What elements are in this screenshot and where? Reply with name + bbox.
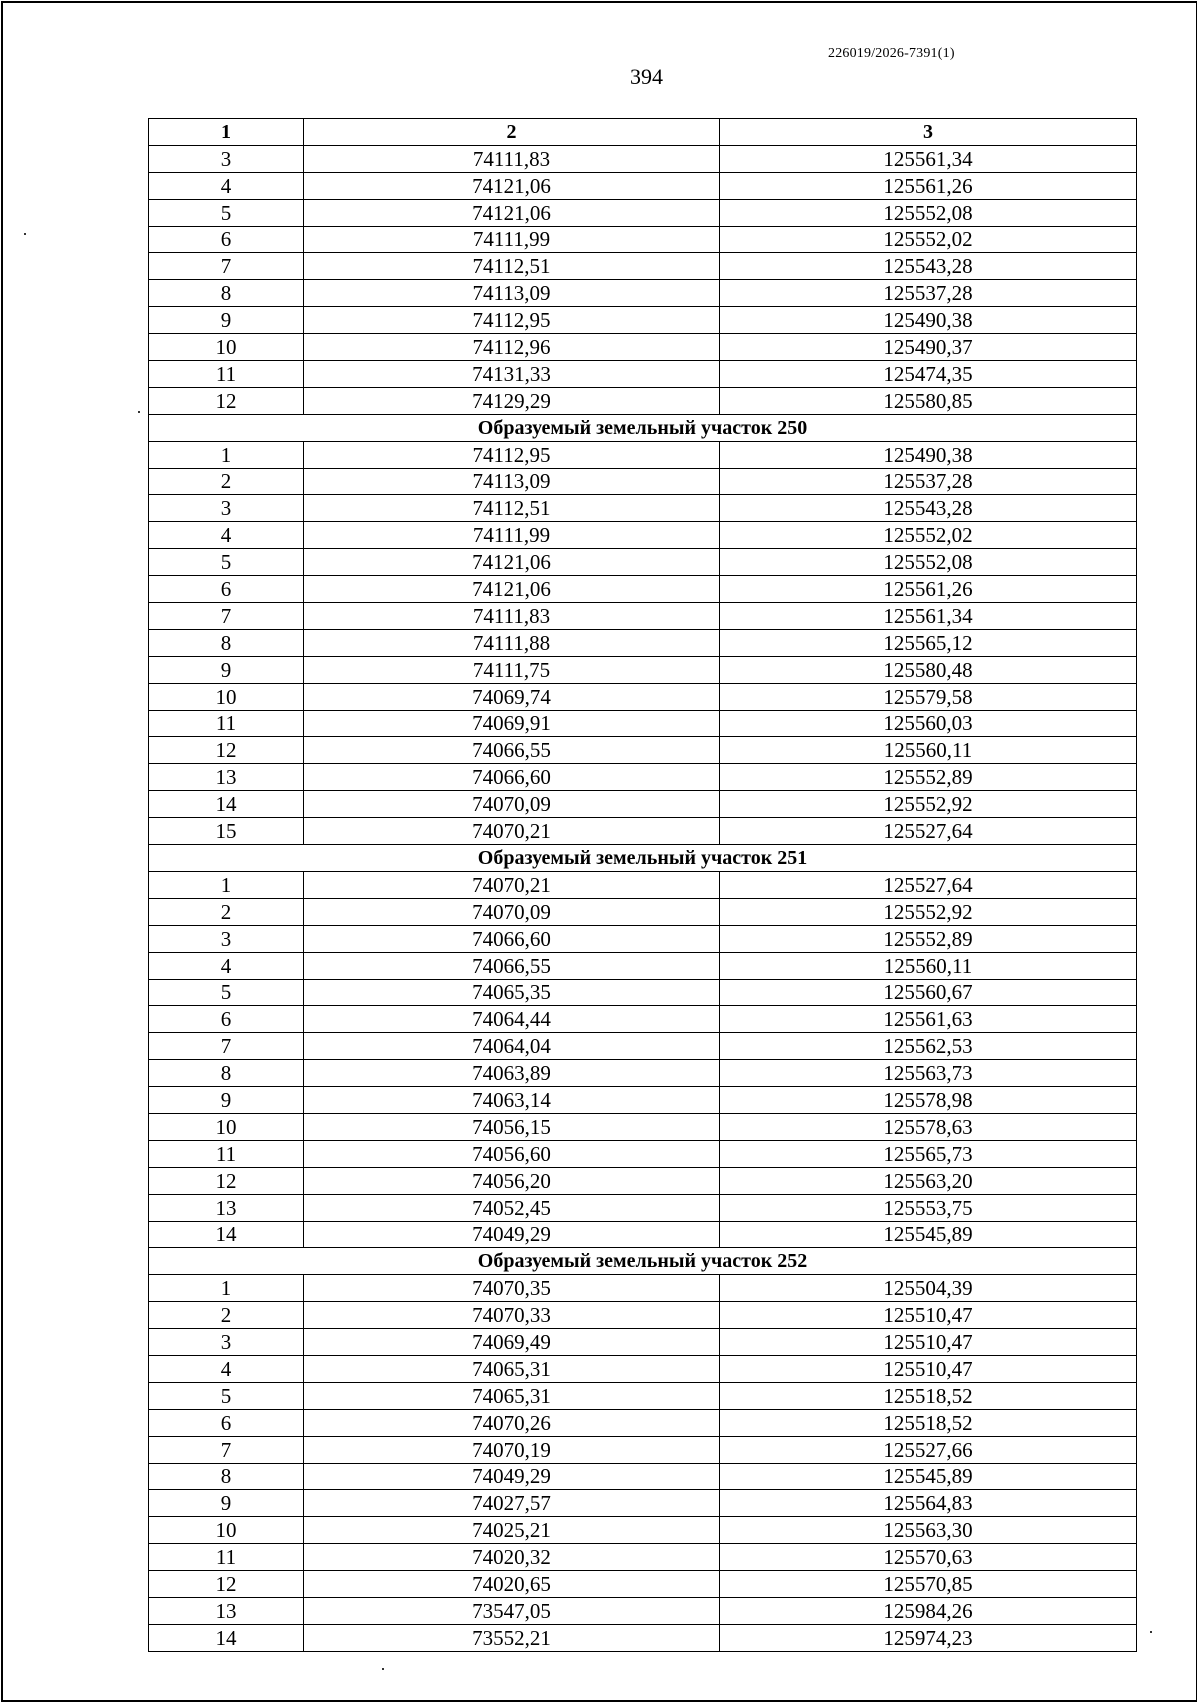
x-coordinate-cell: 74063,89 <box>304 1060 720 1087</box>
y-coordinate-cell: 125565,73 <box>720 1140 1137 1167</box>
x-coordinate-cell: 74020,32 <box>304 1544 720 1571</box>
y-coordinate-cell: 125518,52 <box>720 1409 1137 1436</box>
table-row <box>149 979 1137 1006</box>
table-row <box>149 1436 1137 1463</box>
y-coordinate-cell: 125570,85 <box>720 1571 1137 1598</box>
x-coordinate-cell: 73547,05 <box>304 1597 720 1624</box>
x-coordinate-cell: 74052,45 <box>304 1194 720 1221</box>
section-header-row <box>149 1248 1137 1275</box>
y-coordinate-cell: 125543,28 <box>720 495 1137 522</box>
x-coordinate-cell: 74070,35 <box>304 1275 720 1302</box>
y-coordinate-cell: 125580,48 <box>720 656 1137 683</box>
point-number-cell: 1 <box>149 1275 304 1302</box>
section-title: Образуемый земельный участок 251 <box>149 845 1137 872</box>
x-coordinate-cell: 74065,31 <box>304 1355 720 1382</box>
point-number-cell: 7 <box>149 1033 304 1060</box>
point-number-cell: 8 <box>149 629 304 656</box>
y-coordinate-cell: 125564,83 <box>720 1490 1137 1517</box>
table-row <box>149 1060 1137 1087</box>
point-number-cell: 14 <box>149 1221 304 1248</box>
y-coordinate-cell: 125504,39 <box>720 1275 1137 1302</box>
point-number-cell: 12 <box>149 737 304 764</box>
point-number-cell: 13 <box>149 1194 304 1221</box>
x-coordinate-cell: 74066,55 <box>304 952 720 979</box>
x-coordinate-cell: 74112,51 <box>304 253 720 280</box>
table-row <box>149 603 1137 630</box>
x-coordinate-cell: 74070,09 <box>304 791 720 818</box>
x-coordinate-cell: 74070,26 <box>304 1409 720 1436</box>
y-coordinate-cell: 125563,73 <box>720 1060 1137 1087</box>
y-coordinate-cell: 125563,20 <box>720 1167 1137 1194</box>
table-row <box>149 1194 1137 1221</box>
y-coordinate-cell: 125561,26 <box>720 576 1137 603</box>
table-body <box>149 145 1137 1651</box>
y-coordinate-cell: 125561,26 <box>720 172 1137 199</box>
x-coordinate-cell: 74111,83 <box>304 603 720 630</box>
y-coordinate-cell: 125565,12 <box>720 629 1137 656</box>
y-coordinate-cell: 125560,11 <box>720 737 1137 764</box>
table-row <box>149 1624 1137 1651</box>
x-coordinate-cell: 74025,21 <box>304 1517 720 1544</box>
point-number-cell: 2 <box>149 468 304 495</box>
table-row <box>149 1087 1137 1114</box>
y-coordinate-cell: 125553,75 <box>720 1194 1137 1221</box>
point-number-cell: 2 <box>149 898 304 925</box>
document-number: 226019/2026-7391(1) <box>828 46 955 61</box>
x-coordinate-cell: 74070,21 <box>304 871 720 898</box>
y-coordinate-cell: 125552,92 <box>720 898 1137 925</box>
point-number-cell: 9 <box>149 307 304 334</box>
point-number-cell: 4 <box>149 522 304 549</box>
point-number-cell: 2 <box>149 1302 304 1329</box>
point-number-cell: 7 <box>149 253 304 280</box>
table-row <box>149 549 1137 576</box>
point-number-cell: 13 <box>149 1597 304 1624</box>
point-number-cell: 11 <box>149 1544 304 1571</box>
point-number-cell: 5 <box>149 979 304 1006</box>
y-coordinate-cell: 125579,58 <box>720 683 1137 710</box>
table-row <box>149 1006 1137 1033</box>
y-coordinate-cell: 125545,89 <box>720 1221 1137 1248</box>
column-header-y: 3 <box>720 119 1137 146</box>
y-coordinate-cell: 125561,34 <box>720 145 1137 172</box>
point-number-cell: 6 <box>149 1409 304 1436</box>
point-number-cell: 8 <box>149 280 304 307</box>
x-coordinate-cell: 74121,06 <box>304 576 720 603</box>
x-coordinate-cell: 74111,99 <box>304 522 720 549</box>
x-coordinate-cell: 74066,55 <box>304 737 720 764</box>
table-row <box>149 1275 1137 1302</box>
point-number-cell: 5 <box>149 549 304 576</box>
point-number-cell: 6 <box>149 1006 304 1033</box>
x-coordinate-cell: 74113,09 <box>304 468 720 495</box>
table-row <box>149 468 1137 495</box>
x-coordinate-cell: 74113,09 <box>304 280 720 307</box>
x-coordinate-cell: 74020,65 <box>304 1571 720 1598</box>
scan-speck <box>1150 1631 1152 1633</box>
point-number-cell: 15 <box>149 818 304 845</box>
y-coordinate-cell: 125545,89 <box>720 1463 1137 1490</box>
y-coordinate-cell: 125537,28 <box>720 280 1137 307</box>
table-row <box>149 307 1137 334</box>
x-coordinate-cell: 74121,06 <box>304 172 720 199</box>
table-row <box>149 818 1137 845</box>
point-number-cell: 4 <box>149 172 304 199</box>
point-number-cell: 4 <box>149 1355 304 1382</box>
point-number-cell: 8 <box>149 1463 304 1490</box>
y-coordinate-cell: 125490,37 <box>720 334 1137 361</box>
point-number-cell: 10 <box>149 1517 304 1544</box>
point-number-cell: 7 <box>149 603 304 630</box>
section-title: Образуемый земельный участок 250 <box>149 414 1137 441</box>
point-number-cell: 3 <box>149 145 304 172</box>
section-header-row <box>149 845 1137 872</box>
table-row <box>149 683 1137 710</box>
x-coordinate-cell: 74056,60 <box>304 1140 720 1167</box>
table-row <box>149 1490 1137 1517</box>
x-coordinate-cell: 74111,99 <box>304 226 720 253</box>
y-coordinate-cell: 125527,64 <box>720 871 1137 898</box>
table-row <box>149 737 1137 764</box>
table-row <box>149 1463 1137 1490</box>
y-coordinate-cell: 125562,53 <box>720 1033 1137 1060</box>
x-coordinate-cell: 74069,49 <box>304 1329 720 1356</box>
x-coordinate-cell: 74070,33 <box>304 1302 720 1329</box>
point-number-cell: 9 <box>149 1087 304 1114</box>
table-row <box>149 1033 1137 1060</box>
table-row <box>149 199 1137 226</box>
point-number-cell: 11 <box>149 1140 304 1167</box>
scan-speck <box>138 411 140 413</box>
y-coordinate-cell: 125527,64 <box>720 818 1137 845</box>
point-number-cell: 3 <box>149 925 304 952</box>
point-number-cell: 10 <box>149 334 304 361</box>
point-number-cell: 3 <box>149 1329 304 1356</box>
table-row <box>149 145 1137 172</box>
table-row <box>149 925 1137 952</box>
y-coordinate-cell: 125527,66 <box>720 1436 1137 1463</box>
point-number-cell: 8 <box>149 1060 304 1087</box>
x-coordinate-cell: 74112,96 <box>304 334 720 361</box>
column-header-point-number: 1 <box>149 119 304 146</box>
point-number-cell: 12 <box>149 1571 304 1598</box>
point-number-cell: 12 <box>149 1167 304 1194</box>
y-coordinate-cell: 125563,30 <box>720 1517 1137 1544</box>
point-number-cell: 5 <box>149 199 304 226</box>
y-coordinate-cell: 125490,38 <box>720 441 1137 468</box>
x-coordinate-cell: 74129,29 <box>304 387 720 414</box>
point-number-cell: 9 <box>149 1490 304 1517</box>
table-row <box>149 387 1137 414</box>
y-coordinate-cell: 125578,98 <box>720 1087 1137 1114</box>
y-coordinate-cell: 125974,23 <box>720 1624 1137 1651</box>
point-number-cell: 14 <box>149 1624 304 1651</box>
table-row <box>149 1221 1137 1248</box>
table-row <box>149 1140 1137 1167</box>
x-coordinate-cell: 74063,14 <box>304 1087 720 1114</box>
y-coordinate-cell: 125552,89 <box>720 925 1137 952</box>
x-coordinate-cell: 74069,74 <box>304 683 720 710</box>
x-coordinate-cell: 74070,21 <box>304 818 720 845</box>
table-row <box>149 334 1137 361</box>
y-coordinate-cell: 125560,03 <box>720 710 1137 737</box>
y-coordinate-cell: 125552,02 <box>720 522 1137 549</box>
table-row <box>149 1517 1137 1544</box>
y-coordinate-cell: 125552,92 <box>720 791 1137 818</box>
table-row <box>149 1113 1137 1140</box>
y-coordinate-cell: 125552,89 <box>720 764 1137 791</box>
table-row <box>149 576 1137 603</box>
point-number-cell: 14 <box>149 791 304 818</box>
table-row <box>149 1355 1137 1382</box>
table-row <box>149 253 1137 280</box>
x-coordinate-cell: 74066,60 <box>304 925 720 952</box>
point-number-cell: 1 <box>149 441 304 468</box>
y-coordinate-cell: 125561,34 <box>720 603 1137 630</box>
table-row <box>149 629 1137 656</box>
table-row <box>149 1302 1137 1329</box>
y-coordinate-cell: 125561,63 <box>720 1006 1137 1033</box>
x-coordinate-cell: 73552,21 <box>304 1624 720 1651</box>
y-coordinate-cell: 125510,47 <box>720 1355 1137 1382</box>
x-coordinate-cell: 74064,44 <box>304 1006 720 1033</box>
x-coordinate-cell: 74056,20 <box>304 1167 720 1194</box>
x-coordinate-cell: 74070,19 <box>304 1436 720 1463</box>
y-coordinate-cell: 125474,35 <box>720 361 1137 388</box>
y-coordinate-cell: 125518,52 <box>720 1382 1137 1409</box>
x-coordinate-cell: 74027,57 <box>304 1490 720 1517</box>
x-coordinate-cell: 74049,29 <box>304 1463 720 1490</box>
x-coordinate-cell: 74065,31 <box>304 1382 720 1409</box>
table-row <box>149 791 1137 818</box>
table-row <box>149 656 1137 683</box>
point-number-cell: 7 <box>149 1436 304 1463</box>
y-coordinate-cell: 125490,38 <box>720 307 1137 334</box>
column-header-x: 2 <box>304 119 720 146</box>
table-row <box>149 441 1137 468</box>
x-coordinate-cell: 74111,75 <box>304 656 720 683</box>
section-header-row <box>149 414 1137 441</box>
page-number: 394 <box>630 64 663 89</box>
point-number-cell: 6 <box>149 576 304 603</box>
x-coordinate-cell: 74112,95 <box>304 441 720 468</box>
table-row <box>149 871 1137 898</box>
x-coordinate-cell: 74070,09 <box>304 898 720 925</box>
x-coordinate-cell: 74121,06 <box>304 549 720 576</box>
table-row <box>149 226 1137 253</box>
table-row <box>149 710 1137 737</box>
x-coordinate-cell: 74111,88 <box>304 629 720 656</box>
x-coordinate-cell: 74111,83 <box>304 145 720 172</box>
x-coordinate-cell: 74066,60 <box>304 764 720 791</box>
y-coordinate-cell: 125560,11 <box>720 952 1137 979</box>
table-row <box>149 1167 1137 1194</box>
x-coordinate-cell: 74121,06 <box>304 199 720 226</box>
table-row <box>149 1544 1137 1571</box>
section-title: Образуемый земельный участок 252 <box>149 1248 1137 1275</box>
table-row <box>149 1409 1137 1436</box>
y-coordinate-cell: 125560,67 <box>720 979 1137 1006</box>
y-coordinate-cell: 125552,02 <box>720 226 1137 253</box>
y-coordinate-cell: 125580,85 <box>720 387 1137 414</box>
x-coordinate-cell: 74065,35 <box>304 979 720 1006</box>
point-number-cell: 11 <box>149 710 304 737</box>
point-number-cell: 6 <box>149 226 304 253</box>
y-coordinate-cell: 125510,47 <box>720 1302 1137 1329</box>
x-coordinate-cell: 74131,33 <box>304 361 720 388</box>
x-coordinate-cell: 74056,15 <box>304 1113 720 1140</box>
table-header-row <box>149 119 1137 146</box>
scan-speck <box>24 233 26 235</box>
point-number-cell: 4 <box>149 952 304 979</box>
coordinates-table <box>148 118 1137 1652</box>
table-row <box>149 1597 1137 1624</box>
x-coordinate-cell: 74112,51 <box>304 495 720 522</box>
table-row <box>149 1382 1137 1409</box>
x-coordinate-cell: 74064,04 <box>304 1033 720 1060</box>
point-number-cell: 13 <box>149 764 304 791</box>
y-coordinate-cell: 125552,08 <box>720 199 1137 226</box>
y-coordinate-cell: 125984,26 <box>720 1597 1137 1624</box>
point-number-cell: 11 <box>149 361 304 388</box>
y-coordinate-cell: 125510,47 <box>720 1329 1137 1356</box>
table-row <box>149 495 1137 522</box>
table-row <box>149 172 1137 199</box>
table-row <box>149 280 1137 307</box>
scan-speck <box>382 1668 384 1670</box>
x-coordinate-cell: 74049,29 <box>304 1221 720 1248</box>
y-coordinate-cell: 125543,28 <box>720 253 1137 280</box>
y-coordinate-cell: 125537,28 <box>720 468 1137 495</box>
y-coordinate-cell: 125578,63 <box>720 1113 1137 1140</box>
point-number-cell: 5 <box>149 1382 304 1409</box>
table-row <box>149 522 1137 549</box>
point-number-cell: 9 <box>149 656 304 683</box>
point-number-cell: 1 <box>149 871 304 898</box>
table-row <box>149 1571 1137 1598</box>
x-coordinate-cell: 74112,95 <box>304 307 720 334</box>
y-coordinate-cell: 125552,08 <box>720 549 1137 576</box>
point-number-cell: 10 <box>149 683 304 710</box>
table-row <box>149 361 1137 388</box>
x-coordinate-cell: 74069,91 <box>304 710 720 737</box>
table-row <box>149 764 1137 791</box>
point-number-cell: 3 <box>149 495 304 522</box>
table-row <box>149 1329 1137 1356</box>
table-row <box>149 952 1137 979</box>
point-number-cell: 10 <box>149 1113 304 1140</box>
table-row <box>149 898 1137 925</box>
point-number-cell: 12 <box>149 387 304 414</box>
y-coordinate-cell: 125570,63 <box>720 1544 1137 1571</box>
